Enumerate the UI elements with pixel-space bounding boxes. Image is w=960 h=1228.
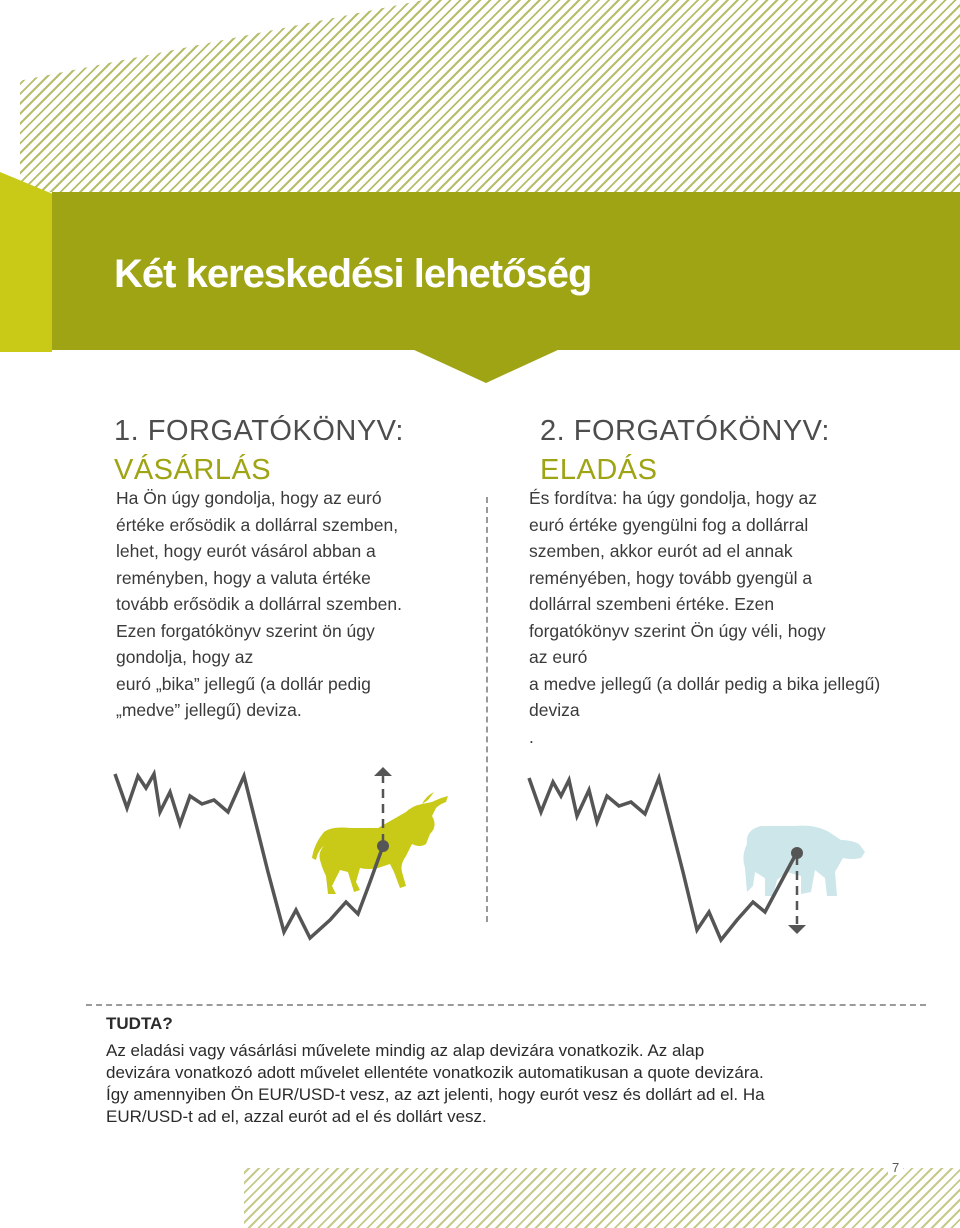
paragraph-line: a medve jellegű (a dollár pedig a bika jellegű) <box>529 673 881 694</box>
section-divider <box>86 1004 926 1006</box>
scenario2-heading-action: ELADÁS <box>540 454 658 486</box>
scenario2-heading <box>540 412 830 490</box>
bear-icon <box>743 826 865 896</box>
page-title: Két kereskedési lehetőség <box>114 252 592 296</box>
tudta-text <box>106 1040 846 1128</box>
paragraph-line: értéke erősödik a dollárral szemben, <box>116 514 399 535</box>
paragraph-line: euró értéke gyengülni fog a dollárral <box>529 514 809 535</box>
tudta-line: devizára vonatkozó adott művelet ellentéte vonatkozik automatikusan a quote devizára. <box>106 1063 764 1082</box>
tudta-line: EUR/USD-t ad el, azzal eurót ad el és dollárt vesz. <box>106 1107 487 1126</box>
scenario1-heading-number: 1. FORGATÓKÖNYV: <box>114 415 404 447</box>
paragraph-line: Ezen forgatókönyv szerint ön úgy <box>116 620 375 641</box>
paragraph-line: Ha Ön úgy gondolja, hogy az euró <box>116 488 382 508</box>
paragraph-line: gondolja, hogy az <box>116 647 254 667</box>
tudta-line: Az eladási vagy vásárlási művelete mindig az alap devizára vonatkozik. Az alap <box>106 1041 705 1060</box>
column-divider <box>486 497 488 922</box>
paragraph-line: reményében, hogy tovább gyengül a <box>529 567 813 588</box>
paragraph-line: lehet, hogy eurót vásárol abban a <box>116 541 376 561</box>
arrow-up-icon <box>374 767 392 776</box>
paragraph-line: euró „bika” jellegű (a dollár pedig <box>116 673 371 694</box>
scenario1-heading <box>114 412 404 490</box>
price-point <box>377 840 389 852</box>
scenario1-text <box>116 485 456 724</box>
paragraph-line: dollárral szembeni értéke. Ezen <box>529 594 775 614</box>
paragraph-line: forgatókönyv szerint Ön úgy véli, hogy <box>529 620 826 641</box>
paragraph-line: az euró <box>529 647 588 667</box>
tudta-title: TUDTA? <box>106 1014 173 1033</box>
decorative-stripes-bottom <box>244 1168 960 1228</box>
scenario1-heading-action: VÁSÁRLÁS <box>114 454 272 486</box>
page-number: 7 <box>888 1160 903 1175</box>
price-point <box>791 847 803 859</box>
paragraph-line: . <box>529 726 534 747</box>
arrow-down-icon <box>788 925 806 934</box>
paragraph-line: reményben, hogy a valuta értéke <box>116 567 371 588</box>
paragraph-line: szemben, akkor eurót ad el annak <box>529 541 793 561</box>
paragraph-line: tovább erősödik a dollárral szemben. <box>116 594 402 614</box>
paragraph-line: „medve” jellegű) deviza. <box>116 700 302 720</box>
stripes-mask <box>0 0 960 192</box>
paragraph-line: deviza <box>529 700 580 720</box>
banner-notch <box>412 349 560 383</box>
accent-block <box>0 172 52 352</box>
bear-chart <box>525 760 875 950</box>
scenario2-heading-number: 2. FORGATÓKÖNYV: <box>540 415 830 447</box>
paragraph-line: És fordítva: ha úgy gondolja, hogy az <box>529 488 817 508</box>
tudta-line: Így amennyiben Ön EUR/USD-t vesz, az azt jelenti, hogy eurót vesz és dollárt ad el. Ha <box>106 1085 765 1104</box>
bull-chart <box>110 760 460 950</box>
scenario2-text <box>529 485 929 750</box>
